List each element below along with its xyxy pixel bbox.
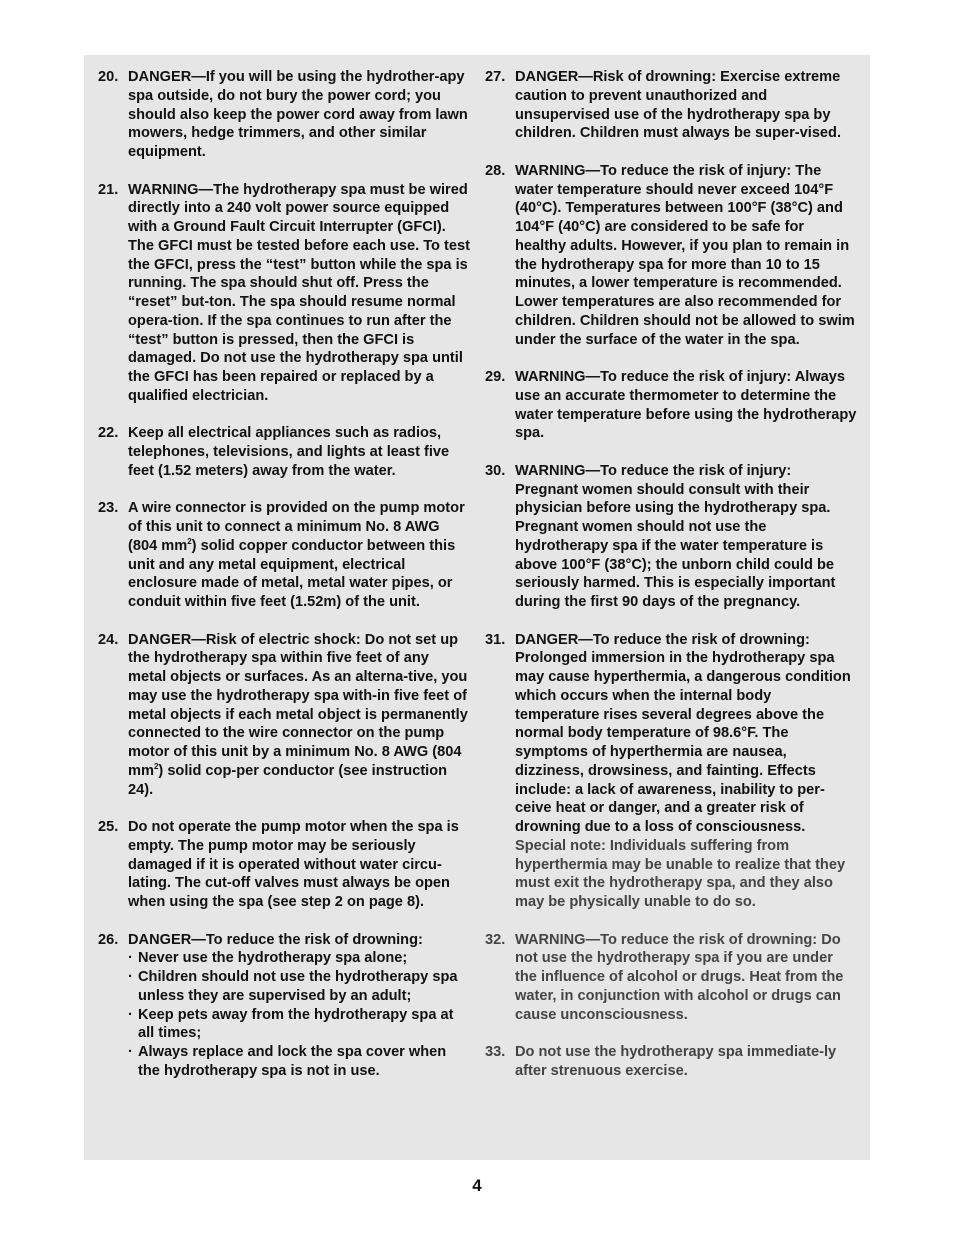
item-text: WARNING—To reduce the risk of injury: Pregnant women should consult with their physician before using the hydrotherapy spa. Pregnant women should not use the hydrotherapy spa if the water temperature is above 100°F (38°C); the unborn child could be seriously harmed. This is especially important during the first 90 days of the pregnancy.: [515, 462, 836, 610]
superscript: 2: [187, 536, 192, 546]
item-number: 20.: [98, 69, 119, 85]
instruction-20: [98, 68, 470, 162]
instruction-26: [98, 931, 470, 1081]
item-number: 29.: [485, 369, 506, 385]
item-text: WARNING—To reduce the risk of injury: Always use an accurate thermometer to determine the water temperature before using the hydrotherapy spa.: [515, 369, 857, 442]
item-number: 31.: [485, 631, 506, 648]
bullet-item: · Keep pets away from the hydrotherapy spa at all times;: [128, 1006, 470, 1044]
item-number: 28.: [485, 162, 506, 179]
item-text: Keep all electrical appliances such as radios, telephones, televisions, and lights at least five feet (1.52 meters) away from the water.: [128, 425, 450, 479]
item-number: 24.: [98, 631, 119, 648]
right-column: [485, 68, 857, 1099]
instruction-21: [98, 181, 470, 406]
item-text: Do not use the hydrotherapy spa immediate-ly after strenuous exercise.: [515, 1044, 837, 1079]
instruction-32: [485, 931, 857, 1025]
item-number: 32.: [485, 931, 506, 948]
item-text: [128, 499, 470, 612]
item-text: DANGER—To reduce the risk of drowning: Prolonged immersion in the hydrotherapy spa may cause hyperthermia, a dangerous condition which occurs when the internal body temperature rises several degrees above the normal body temperature of 98.6°F. The symptoms of hyperthermia are nausea, dizziness, drowsiness, and fainting. Effects include: a lack of awareness, inability to per-ceive heat or danger, and a greater risk of drowning due to a loss of consciousness.: [515, 631, 851, 835]
instruction-22: [98, 424, 470, 480]
instruction-29: [485, 368, 857, 443]
item-number: 25.: [98, 819, 119, 835]
item-text: DANGER—Risk of drowning: Exercise extreme caution to prevent unauthorized and unsupervised use of the hydrotherapy spa by children. Children must always be super-vised.: [515, 69, 842, 142]
bullet-list: [128, 949, 470, 1080]
item-text-part: DANGER—Risk of electric shock: Do not set up the hydrotherapy spa within five feet of any metal objects or surfaces. As an alterna-tive, you may use the hydrotherapy spa with-in five feet of metal objects if each metal object is permanently connected to the wire connector on the pump motor of this unit by a minimum No. 8 AWG (804 mm: [128, 631, 468, 779]
bullet-item: · Never use the hydrotherapy spa alone;: [128, 949, 470, 968]
item-text-part: ) solid cop-per conductor (see instruction 24).: [128, 762, 448, 798]
item-number: 27.: [485, 69, 506, 85]
item-number: 30.: [485, 462, 506, 479]
instruction-25: [98, 818, 470, 912]
instruction-30: [485, 462, 857, 612]
instruction-27: [485, 68, 857, 143]
item-number: 22.: [98, 425, 119, 442]
instruction-33: [485, 1043, 857, 1081]
item-text: DANGER—If you will be using the hydrother-apy spa outside, do not bury the power cord; you should also keep the power cord away from lawn mowers, hedge trimmers, and other similar equipment.: [128, 69, 468, 160]
instructions-panel: [84, 55, 870, 1160]
bullet-item: · Always replace and lock the spa cover when the hydrotherapy spa is not in use.: [128, 1043, 470, 1081]
item-text: [128, 631, 470, 800]
item-text: WARNING—The hydrotherapy spa must be wired directly into a 240 volt power source equipped with a Ground Fault Circuit Interrupter (GFCI). The GFCI must be tested before each use. To test the GFCI, press the “test” button while the spa is running. The spa should shut off. Press the “reset” but-ton. The spa should resume normal opera-tion. If the spa continues to run after the “test” button is pressed, then the GFCI is damaged. Do not use the hydrotherapy spa until the GFCI has been repaired or replaced by a qualified electrician.: [128, 181, 470, 404]
item-text-part: A wire connector is provided on the pump motor of this unit to connect a minimum No. 8 AWG (804 mm: [128, 500, 465, 554]
item-number: 21.: [98, 181, 119, 198]
item-number: 26.: [98, 931, 119, 948]
item-text: Do not operate the pump motor when the spa is empty. The pump motor may be seriously damaged if it is operated without water circu-lating. The cut-off valves must always be open when using the spa (see step 2 on page 8).: [128, 819, 459, 910]
item-text: DANGER—To reduce the risk of drowning:: [128, 931, 423, 948]
item-number: 23.: [98, 500, 119, 517]
instruction-28: [485, 162, 857, 350]
item-number: 33.: [485, 1044, 506, 1060]
instruction-24: [98, 631, 470, 800]
special-note: Special note: Individuals suffering from hyperthermia may be unable to realize that they must exit the hydrotherapy spa, and they also may be physically unable to do so.: [515, 837, 846, 910]
superscript: 2: [153, 761, 159, 771]
page-number: 4: [472, 1176, 482, 1195]
left-column: [98, 68, 470, 1099]
item-text-part: ) solid copper conductor between this unit and any metal equipment, electrical enclosure made of metal, metal water pipes, or conduit within five feet (1.52m) of the unit.: [128, 537, 456, 610]
instruction-31: [485, 631, 857, 912]
item-text: WARNING—To reduce the risk of injury: The water temperature should never exceed 104°F (40°C). Temperatures between 100°F (38°C) and 104°F (40°C) are considered to be safe for healthy adults. However, if you plan to remain in the hydrotherapy spa for more than 10 to 15 minutes, a lower temperature is recommended. Lower temperatures are also recommended for children. Children should not be allowed to swim under the surface of the water in the spa.: [515, 162, 855, 348]
bullet-item: · Children should not use the hydrotherapy spa unless they are supervised by an adult;: [128, 968, 470, 1006]
item-text: WARNING—To reduce the risk of drowning: Do not use the hydrotherapy spa if you are under the influence of alcohol or drugs. Heat from the water, in conjunction with alcohol or drugs can cause unconsciousness.: [515, 931, 844, 1023]
instruction-23: [98, 499, 470, 612]
